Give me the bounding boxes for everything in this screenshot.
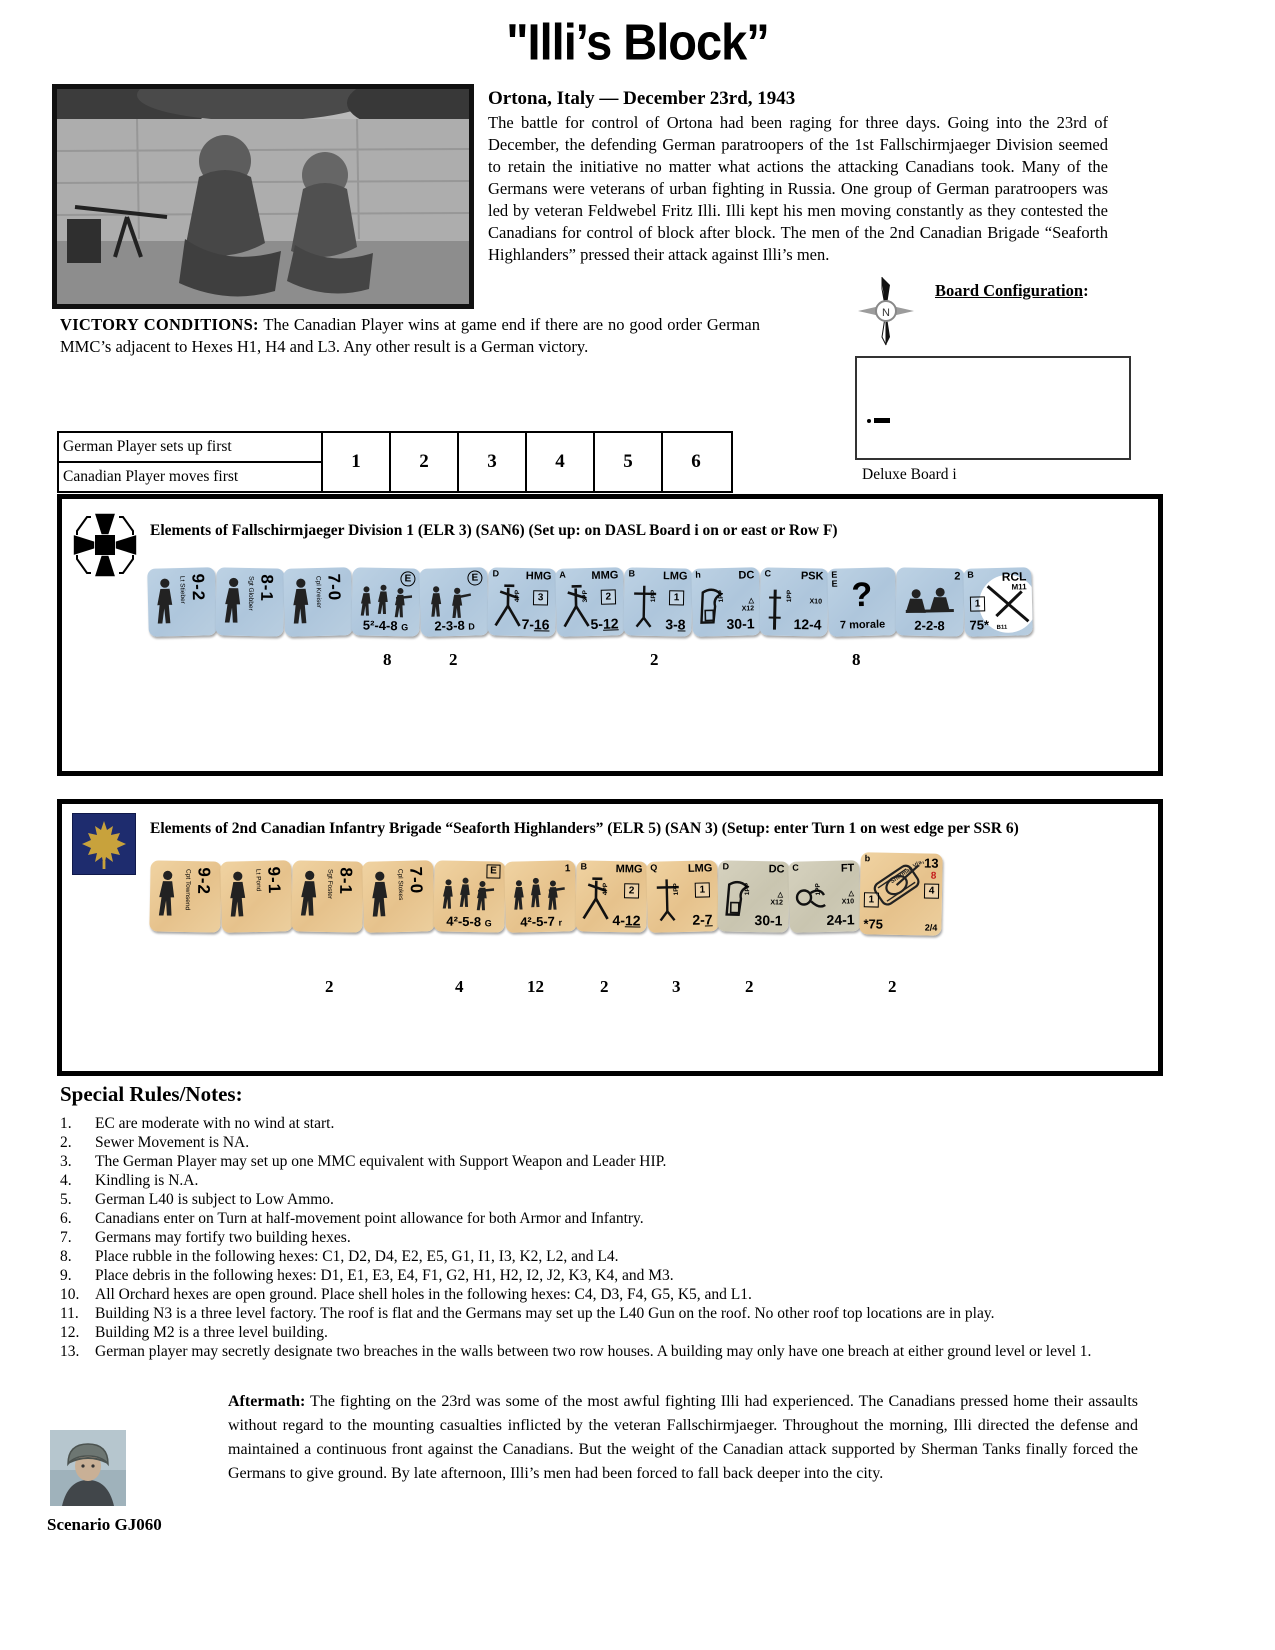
counter-quantity: 2 <box>888 977 897 996</box>
rule-item: 6. Canadians enter on Turn at half-movement point allowance for both Armor and Infantry. <box>60 1210 644 1227</box>
counter-lmg: B LMG 1PP 1 3-8 <box>623 567 692 636</box>
counter-lt-stieber: Lt Stieber 9-2 <box>147 567 217 637</box>
board-outline <box>855 356 1131 460</box>
battle-photo-art <box>57 89 469 304</box>
counter-question: E E ? 7 morale <box>827 567 897 637</box>
turn-cell: 6 <box>691 451 701 472</box>
counter-cpl-kreiser: Cpl Kreiser 7-0 <box>283 567 353 637</box>
counter-quantity: 8 <box>383 650 392 669</box>
counter-squad3: E 5²-4-8 G <box>351 567 420 636</box>
compass-n-label: N <box>882 307 890 319</box>
counter-cpt-townsend: Cpt Townsend 9-2 <box>149 860 221 932</box>
board-configuration-label: Board Configuration: <box>935 281 1089 300</box>
intro-section <box>488 88 1108 266</box>
counter-lmg: Q LMG 1PP 1 2-7 <box>646 860 719 933</box>
victory-conditions <box>60 314 760 358</box>
aftermath-label: Aftermath: <box>228 1393 306 1410</box>
counter-quantity: 2 <box>650 650 659 669</box>
page-title: "Illi’s Block” <box>506 12 769 71</box>
counter-crew: 2 2-2-8 <box>895 567 964 636</box>
counter-quantity: 2 <box>600 977 609 996</box>
turn-track-row2: Canadian Player moves first <box>63 468 239 485</box>
counter-quantity: 2 <box>449 650 458 669</box>
counter-quantity: 12 <box>527 977 544 996</box>
counter-quantity: 2 <box>325 977 334 996</box>
rule-item: 10. All Orchard hexes are open ground. Place shell holes in the following hexes: C4, D3, F4, G5, K5, and L1. <box>60 1286 752 1303</box>
counter-quantity: 4 <box>455 977 464 996</box>
scenario-id: Scenario GJ060 <box>47 1515 162 1534</box>
counter-ft: C FT 1PP △ X10 24-1 <box>788 860 861 933</box>
svg-text:Sherman V(a): Sherman V(a) <box>889 860 926 886</box>
counter-sgt-globber: Sgt Globber 8-1 <box>215 567 284 636</box>
counter-sherman-v-a-: b 13 8 Sherman V(a) 4 1 *75 2/4 <box>859 852 943 936</box>
turn-track-labels <box>59 433 323 491</box>
canadian-flag-icon <box>72 813 136 875</box>
german-ob-header: Elements of Fallschirmjaeger Division 1 (ELR 3) (SAN6) (Set up: on DASL Board i on or east or Row F) <box>150 522 838 539</box>
rule-item: 7. Germans may fortify two building hexes. <box>60 1229 351 1246</box>
victory-text: The Canadian Player wins at game end if there are no good order German MMC’s adjacent to Hexes H1, H4 and L3. Any other result is a German victory. <box>60 315 761 356</box>
board-marker-icon <box>867 416 893 424</box>
counter-squad3: 1 4²-5-7 r <box>504 860 577 933</box>
intro-heading: Ortona, Italy — December 23rd, 1943 <box>488 88 796 109</box>
counter-dc: h DC 1PP △ X12 30-1 <box>691 567 761 637</box>
rule-item: 3. The German Player may set up one MMC equivalent with Support Weapon and Leader HIP. <box>60 1153 667 1170</box>
turn-track <box>57 431 733 493</box>
counter-squad2: E 2-3-8 D <box>419 567 489 637</box>
victory-label: VICTORY CONDITIONS: <box>60 315 259 334</box>
aftermath-text: Aftermath: The fighting on the 23rd was some of the most awful fighting Illi had experienced. The Canadians pressed home their assaults without regard to the mounting casualties inflicted by the veteran Fallschirmjaeger. Throughout the morning, Illi directed the defense and maintained a continuous front against the Canadians. But the weight of the Canadian attack supported by Sherman Tanks finally forced the Germans to give ground. By late afternoon, Illi’s men had been forced to fall back deeper into the city. <box>228 1393 1138 1482</box>
rule-item: 2. Sewer Movement is NA. <box>60 1134 250 1151</box>
rules-heading: Special Rules/Notes: <box>60 1082 243 1106</box>
turn-track-row1: German Player sets up first <box>59 433 321 463</box>
counter-dc: D DC 1PP △ X12 30-1 <box>717 860 789 932</box>
turn-cell: 2 <box>391 433 459 491</box>
canadian-ob-header: Elements of 2nd Canadian Infantry Brigade “Seaforth Highlanders” (ELR 5) (SAN 3) (Setup: enter Turn 1 on west edge per SSR 6) <box>150 820 1019 837</box>
counter-cpl-stokes: Cpl Stokes 7-0 <box>362 860 435 933</box>
turn-cell: 3 <box>459 433 527 491</box>
turn-cell: 4 <box>527 433 595 491</box>
portrait-photo <box>50 1430 126 1506</box>
counter-hmg: D HMG 4PP 3 7-16 <box>487 567 556 636</box>
counter-sgt-foster: Sgt Foster 8-1 <box>291 860 363 932</box>
counter-rcl: B RCL M11 1 75* B11 <box>963 567 1033 637</box>
battle-photo <box>52 84 474 309</box>
counter-squad3: E 4²-5-8 G <box>433 860 505 932</box>
turn-cell: 1 <box>323 433 391 491</box>
canadian-ob-box <box>57 799 1163 1076</box>
counter-quantity: 2 <box>745 977 754 996</box>
rule-item: 5. German L40 is subject to Low Ammo. <box>60 1191 334 1208</box>
counter-mmg: B MMG 4PP 2 4-12 <box>575 860 647 932</box>
rule-item: 9. Place debris in the following hexes: D1, E1, E3, E4, F1, G2, H1, H2, I2, J2, K3, K4, and M3. <box>60 1267 674 1284</box>
counter-lt-pond: Lt Pond 9-1 <box>220 860 293 933</box>
board-caption: Deluxe Board i <box>862 466 957 483</box>
counter-quantity: 3 <box>672 977 681 996</box>
turn-cell: 5 <box>595 433 663 491</box>
rule-item: 1. EC are moderate with no wind at start. <box>60 1115 335 1132</box>
rule-item: 13. German player may secretly designate two breaches in the walls between two row houses. A building may only have one breach at either ground level or level 1. <box>60 1343 1092 1360</box>
rule-item: 11. Building N3 is a three level factory. The roof is flat and the Germans may set up the L40 Gun on the roof. No other roof top locations are in play. <box>60 1305 995 1322</box>
german-cross-icon <box>73 513 137 577</box>
rule-item: 4. Kindling is N.A. <box>60 1172 199 1189</box>
rules-list <box>60 1114 1160 1361</box>
rule-item: 12. Building M2 is a three level building. <box>60 1324 328 1341</box>
counter-quantity: 8 <box>852 650 861 669</box>
counter-mmg: A MMG 3PP 2 5-12 <box>555 567 625 637</box>
compass-icon <box>852 275 920 347</box>
rule-item: 8. Place rubble in the following hexes: C1, D2, D4, E2, E5, G1, I1, I3, K2, L2, and L4. <box>60 1248 619 1265</box>
intro-body: The battle for control of Ortona had been raging for three days. Going into the 23rd of December, the defending German paratroopers of the 1st Fallschirmjaeger Division seemed to retain the initiative no matter what actions the attacking Canadians took. Many of the Germans were veterans of urban fighting in Russia. One group of German paratroopers was led by veteran Feldwebel Fritz Illi. Illi kept his men moving constantly as they contested the Canadians for control of block after block. The men of the 2nd Canadian Brigade “Seaforth Highlanders” pressed their attack against Illi’s men. <box>488 113 1108 264</box>
counter-psk: C PSK 1PP X10 12-4 <box>759 567 828 636</box>
